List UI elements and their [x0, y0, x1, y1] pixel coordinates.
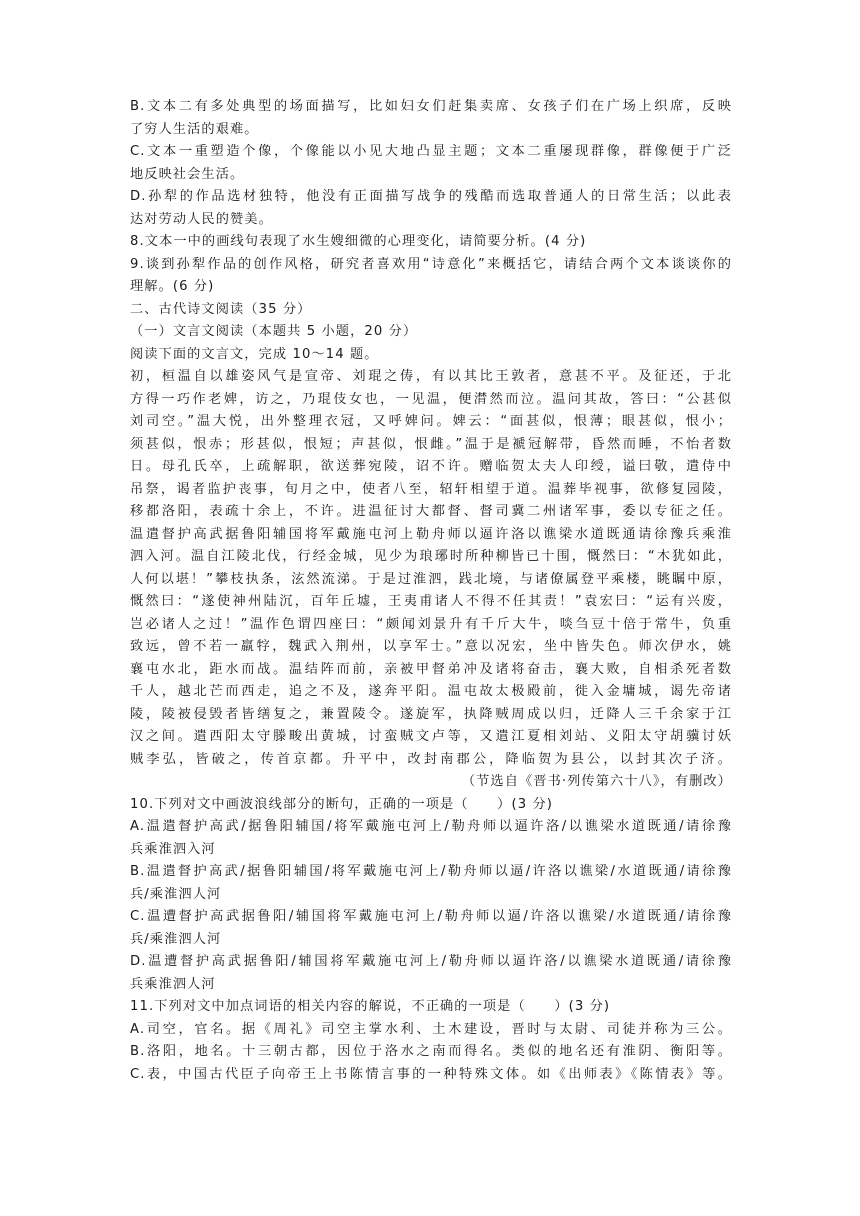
- passage-line: 致远，曾不若一羸牸，魏武入荆州，以享军士。”意以况宏，坐中皆失色。师次伊水，姚: [130, 639, 732, 654]
- q11-option-b: B.洛阳，地名。十三朝古都，因位于洛水之南而得名。类似的地名还有淮阴、衡阳等。: [130, 1044, 732, 1059]
- passage-source: （节选自《晋书·列传第六十八》，有删改）: [461, 774, 732, 789]
- passage-line: 贼李弘，皆破之，传首京都。升平中，改封南郡公，降临贺为县公，以封其次子济。: [130, 751, 732, 767]
- passage-line: 方得一巧作老婢，访之，乃琨伎女也，一见温，便潸然而泣。温问其故，答曰：“公甚似: [130, 391, 732, 407]
- question-11: 11.下列对文中加点词语的相关内容的解说，不正确的一项是（ ）(3 分): [130, 999, 611, 1014]
- q10-option-c-line-2: 兵/乘淮泗人河: [130, 931, 222, 947]
- passage-line: 慨然曰：“遂使神州陆沉，百年丘墟，王夷甫诸人不得不任其责！”袁宏曰：“运有兴废，: [130, 594, 732, 609]
- passage-line: 襄屯水北，距水而战。温结阵而前，亲被甲督弟冲及诸将奋击，襄大败，自相杀死者数: [130, 661, 732, 677]
- passage-line: 岂必诸人之过！”温作色谓四座曰：“颇闻刘景升有千斤大牛，啖刍豆十倍于常牛，负重: [130, 616, 732, 632]
- passage-line: 汉之间。遣西阳太守滕畯出黄城，讨蛮贼文卢等，又遣江夏相刘站、义阳太守胡骥讨妖: [130, 729, 732, 744]
- q10-option-b-line-1: B.温遣督护高武/据鲁阳辅国/将军戴施屯河上/勒舟师以逼/许洛以谯梁/水道既通/请徐豫: [130, 864, 732, 879]
- passage-line: 人何以堪！”攀枝执条，泫然流涕。于是过淮泗，践北境，与诸僚属登平乘楼，眺瞩中原，: [130, 571, 732, 587]
- passage-line: 温遣督护高武据鲁阳辅国将军戴施屯河上勒舟师以逼许洛以谯梁水道既通请徐豫兵乘淮: [130, 526, 732, 542]
- q10-option-c-line-1: C.温遭督护高武据鲁阳/辅国将军戴施屯河上/勒舟师以逼/许洛以谯梁/水道既通/请徐豫: [130, 909, 732, 924]
- q11-option-a: A.司空，官名。据《周礼》司空主掌水利、土木建设，晋时与太尉、司徒并称为三公。: [130, 1021, 732, 1037]
- section-heading: 二、古代诗文阅读（35 分）: [130, 301, 312, 317]
- subsection-heading: （一）文言文阅读（本题共 5 小题，20 分）: [130, 324, 418, 339]
- q10-option-b-line-2: 兵/乘淮泗人河: [130, 886, 222, 902]
- option-c-line-1: C.文本一重塑造个像，个像能以小见大地凸显主题；文本二重屡现群像，群像便于广泛: [130, 144, 732, 159]
- q10-option-d-line-2: 兵乘淮泗人河: [130, 976, 216, 992]
- option-b-line-1: B.文本二有多处典型的场面描写，比如妇女们赶集卖席、女孩子们在广场上织席，反映: [130, 99, 732, 114]
- passage-line: 吊祭，谒者监护丧事，旬月之中，使者八至，轺轩相望于道。温葬毕视事，欲修复园陵，: [130, 481, 732, 497]
- option-c-line-2: 地反映社会生活。: [130, 166, 245, 182]
- question-9-line-2: 理解。(6 分): [130, 279, 215, 294]
- passage-line: 日。母孔氏卒，上疏解职，欲送葬宛陵，诏不许。赠临贺太夫人印绶，谥曰敬，遣侍中: [130, 459, 732, 474]
- question-8: 8.文本一中的画线句表现了水生嫂细微的心理变化，请简要分析。(4 分): [130, 234, 587, 249]
- passage-line: 泗入河。温自江陵北伐，行经金城，见少为琅琊时所种柳皆已十围，慨然曰：“木犹如此，: [130, 549, 732, 564]
- reading-instruction: 阅读下面的文言文，完成 10～14 题。: [130, 346, 379, 362]
- passage-line: 刘司空。”温大悦，出外整理衣冠，又呼婢问。婢云：“面甚似，恨薄；眼甚似，恨小；: [130, 414, 732, 429]
- passage-line: 初，桓温自以雄姿风气是宣帝、刘琨之俦，有以其比王敦者，意甚不平。及征还，于北: [130, 369, 732, 384]
- q11-option-c: C.表，中国古代臣子向帝王上书陈情言事的一种特殊文体。如《出师表》《陈情表》等。: [130, 1066, 732, 1082]
- passage-line: 陵，陵被侵毁者皆缮复之，兼置陵令。遂旋军，执降贼周成以归，迁降人三千余家于江: [130, 706, 732, 722]
- passage-line: 须甚似，恨赤；形甚似，恨短；声甚似，恨雌。”温于是褫冠解带，昏然而睡，不怡者数: [130, 436, 732, 452]
- question-9-line-1: 9.谈到孙犁作品的创作风格，研究者喜欢用“诗意化”来概括它，请结合两个文本谈谈你的: [130, 256, 732, 272]
- option-b-line-2: 了穷人生活的艰难。: [130, 121, 259, 137]
- passage-line: 千人，越北芒而西走，追之不及，遂奔平阳。温屯故太极殿前，徙入金墉城，谒先帝诸: [130, 684, 732, 699]
- option-d-line-2: 达对劳动人民的赞美。: [130, 211, 273, 227]
- q10-option-a-line-2: 兵乘淮泗入河: [130, 841, 216, 857]
- passage-line: 移都洛阳，表疏十余上，不许。进温征讨大都督、督司冀二州诸军事，委以专征之任。: [130, 504, 732, 519]
- question-10: 10.下列对文中画波浪线部分的断句，正确的一项是（ ）(3 分): [130, 796, 554, 812]
- q10-option-d-line-1: D.温遭督护高武据鲁阳/辅国将军戴施屯河上/勒舟师以逼许洛/以谯梁水道既通/请徐豫: [130, 954, 732, 969]
- option-d-line-1: D.孙犁的作品选材独特，他没有正面描写战争的残酷而选取普通人的日常生活；以此表: [130, 189, 732, 204]
- document-page: [130, 96, 732, 1086]
- q10-option-a-line-1: A.温遣督护高武/据鲁阳辅国/将军戴施屯河上/勒舟师以逼许洛/以谯梁水道既通/请徐豫: [130, 819, 732, 834]
